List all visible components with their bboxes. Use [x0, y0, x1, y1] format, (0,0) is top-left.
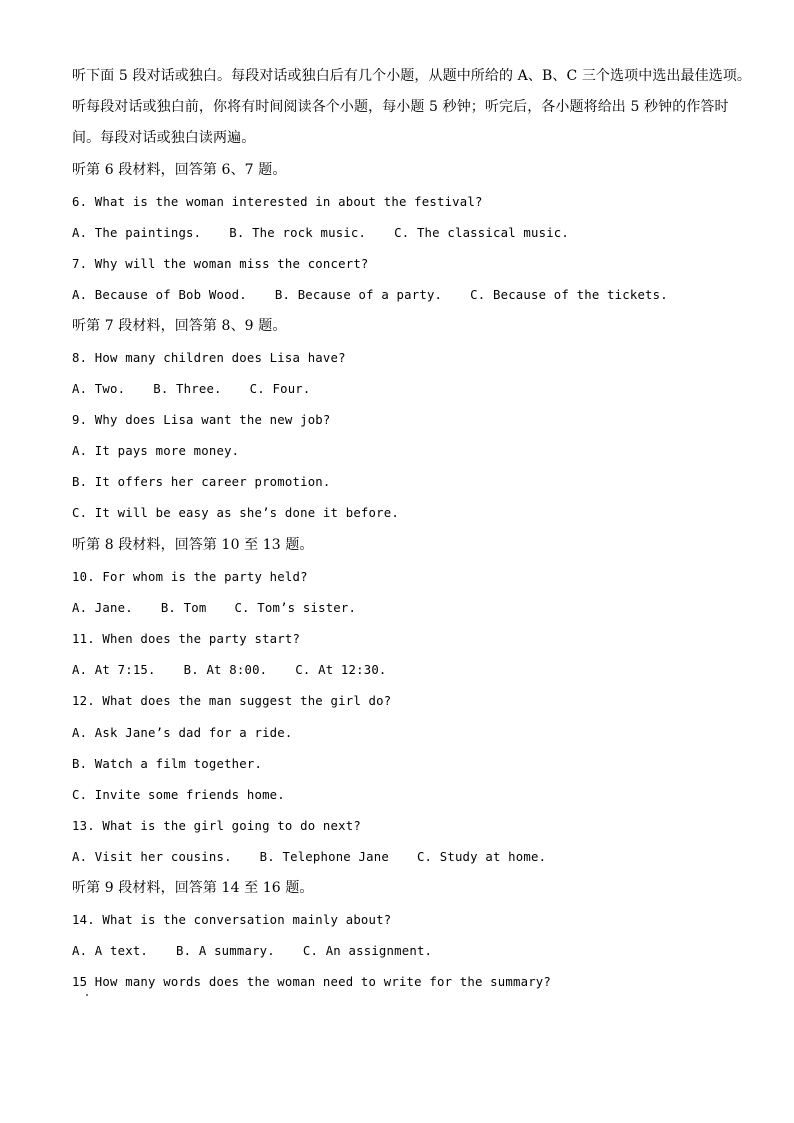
option-a: A. Because of Bob Wood.	[72, 288, 247, 302]
instruction-line-1: 听下面 5 段对话或独白。每段对话或独白后有几个小题，从题中所给的 A、B、C 三个选项中选出最佳选项。	[72, 68, 752, 84]
option-a: A. Jane.	[72, 601, 133, 615]
option-c: C. Study at home.	[416, 850, 547, 864]
option-b: B. At 8:00.	[183, 663, 268, 677]
question-9: 9. Why does Lisa want the new job?	[72, 413, 331, 427]
option-b: B. Telephone Jane	[259, 850, 389, 864]
option-c: C. Tom’s sister.	[234, 601, 357, 615]
option-a: A. Visit her cousins.	[72, 850, 232, 864]
section-heading-9: 听第 9 段材料，回答第 14 至 16 题。	[72, 880, 314, 896]
instruction-line-3: 间。每段对话或独白读两遍。	[72, 130, 256, 146]
question-13: 13. What is the girl going to do next?	[72, 819, 361, 833]
option-9a: A. It pays more money.	[72, 444, 240, 458]
question-10: 10. For whom is the party held?	[72, 570, 308, 584]
question-14: 14. What is the conversation mainly about?	[72, 913, 392, 927]
options-8	[72, 379, 311, 399]
question-12: 12. What does the man suggest the girl do?	[72, 694, 392, 708]
option-c: C. Four.	[249, 382, 311, 396]
option-b: B. Three.	[153, 382, 222, 396]
section-heading-7: 听第 7 段材料，回答第 8、9 题。	[72, 318, 287, 334]
option-9b: B. It offers her career promotion.	[72, 475, 331, 489]
option-b: B. A summary.	[176, 944, 275, 958]
option-9c: C. It will be easy as she’s done it before.	[72, 506, 399, 520]
option-c: C. The classical music.	[394, 226, 570, 240]
options-14	[72, 941, 432, 961]
option-a: A. A text.	[72, 944, 149, 958]
option-b: B. The rock music.	[229, 226, 367, 240]
option-c: C. At 12:30.	[295, 663, 387, 677]
options-13	[72, 847, 546, 867]
option-a: A. At 7:15.	[72, 663, 156, 677]
option-12b: B. Watch a film together.	[72, 757, 263, 771]
section-heading-6: 听第 6 段材料，回答第 6、7 题。	[72, 162, 287, 178]
instruction-line-2: 听每段对话或独白前，你将有时间阅读各个小题，每小题 5 秒钟；听完后，各小题将给出 5 秒钟的作答时	[72, 99, 729, 115]
section-heading-8: 听第 8 段材料，回答第 10 至 13 题。	[72, 537, 314, 553]
option-a: A. The paintings.	[72, 226, 202, 240]
option-12c: C. Invite some friends home.	[72, 788, 285, 802]
option-c: C. An assignment.	[302, 944, 433, 958]
question-15: 15 How many words does the woman need to write for the summary?	[72, 975, 552, 989]
options-6	[72, 223, 569, 243]
option-a: A. Two.	[72, 382, 126, 396]
options-10	[72, 598, 356, 618]
option-c: C. Because of the tickets.	[470, 288, 668, 302]
options-11	[72, 660, 387, 680]
option-b: B. Because of a party.	[274, 288, 443, 302]
stray-dot	[86, 994, 88, 996]
options-7	[72, 285, 668, 305]
question-6: 6. What is the woman interested in about the festival?	[72, 195, 483, 209]
option-12a: A. Ask Jane’s dad for a ride.	[72, 726, 293, 740]
question-7: 7. Why will the woman miss the concert?	[72, 257, 369, 271]
question-11: 11. When does the party start?	[72, 632, 301, 646]
option-b: B. Tom	[160, 601, 207, 615]
question-8: 8. How many children does Lisa have?	[72, 351, 346, 365]
